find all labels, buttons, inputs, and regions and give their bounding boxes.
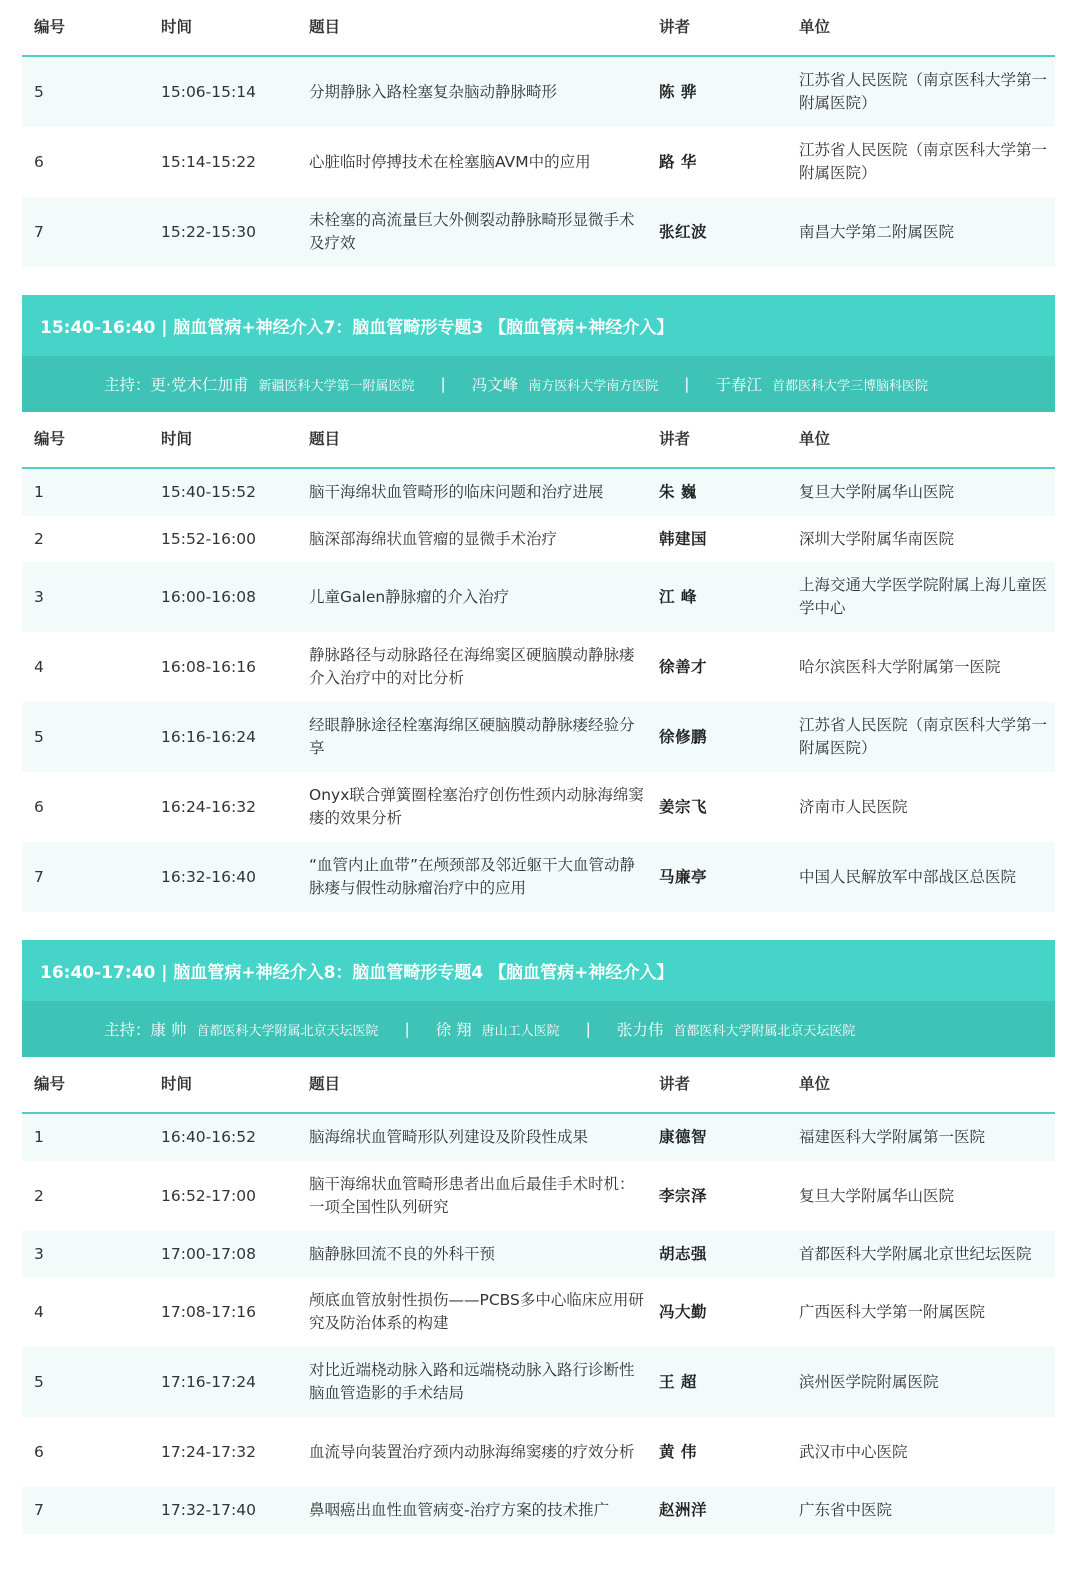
cell-unit: 复旦大学附属华山医院 — [799, 1186, 955, 1205]
cell-unit: 济南市人民医院 — [799, 797, 908, 816]
cell-no: 2 — [34, 1186, 44, 1205]
cell-speaker: 胡志强 — [659, 1244, 708, 1263]
cell-time: 17:32-17:40 — [161, 1501, 256, 1519]
cell-topic: 脑深部海绵状血管瘤的显微手术治疗 — [309, 529, 558, 548]
table-row — [22, 562, 1055, 632]
host-institution: 首都医科大学附属北京天坛医院 — [196, 1023, 379, 1039]
cell-topic: 颅底血管放射性损伤——PCBS多中心临床应用研究及防治体系的构建 — [309, 1291, 644, 1332]
cell-unit: 武汉市中心医院 — [799, 1442, 908, 1461]
cell-unit: 广西医科大学第一附属医院 — [799, 1302, 986, 1321]
cell-unit: 首都医科大学附属北京世纪坛医院 — [799, 1244, 1032, 1263]
table-header — [22, 1057, 1055, 1114]
session-title: 16:40-17:40 | 脑血管病+神经介入8：脑血管畸形专题4 【脑血管病+神经介入】 — [22, 940, 1055, 1001]
table-row — [22, 1347, 1055, 1417]
cell-no: 5 — [34, 82, 44, 101]
header-time: 时间 — [161, 430, 193, 448]
cell-no: 4 — [34, 1302, 44, 1321]
session-2 — [22, 940, 1055, 1534]
cell-time: 17:00-17:08 — [161, 1244, 256, 1263]
table-row — [22, 1277, 1055, 1347]
cell-topic: 分期静脉入路栓塞复杂脑动静脉畸形 — [309, 82, 558, 101]
header-no: 编号 — [34, 430, 66, 448]
host-institution: 新疆医科大学第一附属医院 — [258, 378, 415, 394]
cell-unit: 滨州医学院附属医院 — [799, 1372, 939, 1391]
table-row — [22, 1487, 1055, 1534]
cell-time: 15:22-15:30 — [161, 222, 256, 241]
header-unit: 单位 — [799, 1075, 831, 1093]
cell-speaker: 姜宗飞 — [659, 797, 708, 816]
schedule-block-0 — [22, 0, 1055, 267]
cell-speaker: 徐善才 — [659, 657, 708, 676]
cell-topic: 脑干海绵状血管畸形患者出血后最佳手术时机：一项全国性队列研究 — [309, 1175, 635, 1216]
cell-no: 3 — [34, 587, 44, 606]
cell-topic: 鼻咽癌出血性血管病变-治疗方案的技术推广 — [309, 1501, 610, 1519]
cell-unit: 深圳大学附属华南医院 — [799, 529, 955, 548]
cell-topic: 儿童Galen静脉瘤的介入治疗 — [309, 587, 510, 606]
cell-time: 16:24-16:32 — [161, 797, 256, 816]
table-row — [22, 1161, 1055, 1231]
table-header — [22, 0, 1055, 57]
cell-speaker: 马廉亭 — [659, 867, 708, 886]
header-speaker: 讲者 — [659, 430, 691, 448]
session-hosts — [22, 356, 1055, 412]
host-institution: 首都医科大学三博脑科医院 — [771, 378, 928, 394]
host-institution: 南方医科大学南方医院 — [528, 378, 659, 394]
host-label: 主持： — [104, 1021, 151, 1039]
cell-speaker: 王 超 — [659, 1372, 697, 1391]
host-separator: | — [585, 1020, 591, 1038]
host-name: 康 帅 — [150, 1021, 187, 1039]
host-name: 徐 翔 — [435, 1021, 472, 1039]
header-no: 编号 — [34, 18, 66, 36]
cell-time: 17:16-17:24 — [161, 1372, 256, 1391]
cell-time: 15:06-15:14 — [161, 82, 256, 101]
cell-unit: 江苏省人民医院（南京医科大学第一附属医院） — [799, 141, 1048, 182]
header-no: 编号 — [34, 1075, 66, 1093]
cell-speaker: 朱 巍 — [659, 483, 697, 501]
table-row — [22, 197, 1055, 267]
cell-topic: 对比近端桡动脉入路和远端桡动脉入路行诊断性脑血管造影的手术结局 — [309, 1361, 635, 1402]
cell-speaker: 徐修鹏 — [659, 727, 708, 746]
cell-time: 15:52-16:00 — [161, 529, 256, 548]
cell-speaker: 冯大勤 — [659, 1302, 708, 1321]
session-hosts — [22, 1001, 1055, 1057]
table-header — [22, 412, 1055, 469]
cell-speaker: 黄 伟 — [659, 1442, 697, 1461]
cell-speaker: 韩建国 — [659, 529, 708, 548]
table-row — [22, 469, 1055, 516]
cell-time: 15:14-15:22 — [161, 152, 256, 171]
session-1 — [22, 295, 1055, 912]
host-separator: | — [684, 375, 690, 393]
cell-no: 7 — [34, 222, 44, 241]
cell-unit: 哈尔滨医科大学附属第一医院 — [799, 657, 1001, 676]
header-time: 时间 — [161, 18, 193, 36]
cell-topic: 未栓塞的高流量巨大外侧裂动静脉畸形显微手术及疗效 — [309, 211, 635, 252]
session-title: 15:40-16:40 | 脑血管病+神经介入7：脑血管畸形专题3 【脑血管病+神经介入】 — [22, 295, 1055, 356]
cell-speaker: 江 峰 — [659, 587, 697, 606]
table-row — [22, 57, 1055, 127]
cell-unit: 江苏省人民医院（南京医科大学第一附属医院） — [799, 716, 1048, 757]
host-separator: | — [404, 1020, 410, 1038]
cell-unit: 上海交通大学医学院附属上海儿童医学中心 — [799, 576, 1048, 617]
cell-no: 6 — [34, 1442, 44, 1461]
cell-speaker: 张红波 — [659, 222, 708, 241]
cell-unit: 中国人民解放军中部战区总医院 — [799, 867, 1017, 886]
header-time: 时间 — [161, 1075, 193, 1093]
header-unit: 单位 — [799, 18, 831, 36]
cell-time: 17:24-17:32 — [161, 1442, 256, 1461]
host-name: 张力伟 — [616, 1021, 664, 1039]
cell-no: 4 — [34, 657, 44, 676]
cell-speaker: 陈 骅 — [659, 82, 697, 101]
cell-speaker: 赵洲洋 — [659, 1501, 708, 1519]
cell-topic: 脑干海绵状血管畸形的临床问题和治疗进展 — [309, 483, 604, 501]
header-topic: 题目 — [309, 18, 341, 36]
cell-topic: 脑静脉回流不良的外科干预 — [309, 1244, 496, 1263]
cell-time: 16:00-16:08 — [161, 587, 256, 606]
cell-speaker: 路 华 — [659, 152, 697, 171]
table-row — [22, 772, 1055, 842]
table-row — [22, 632, 1055, 702]
cell-no: 7 — [34, 1501, 44, 1519]
cell-topic: 血流导向装置治疗颈内动脉海绵窦瘘的疗效分析 — [309, 1442, 635, 1461]
cell-speaker: 康德智 — [659, 1128, 708, 1146]
cell-no: 6 — [34, 152, 44, 171]
cell-topic: 经眼静脉途径栓塞海绵区硬脑膜动静脉瘘经验分享 — [309, 716, 635, 757]
header-speaker: 讲者 — [659, 18, 691, 36]
cell-no: 1 — [34, 483, 44, 501]
cell-time: 16:52-17:00 — [161, 1186, 256, 1205]
cell-topic: Onyx联合弹簧圈栓塞治疗创伤性颈内动脉海绵窦瘘的效果分析 — [309, 786, 644, 827]
cell-time: 16:16-16:24 — [161, 727, 256, 746]
host-name: 于春江 — [715, 376, 762, 394]
cell-no: 5 — [34, 1372, 44, 1391]
header-topic: 题目 — [309, 1075, 341, 1093]
cell-no: 7 — [34, 867, 44, 886]
header-unit: 单位 — [799, 430, 831, 448]
table-row — [22, 127, 1055, 197]
cell-unit: 南昌大学第二附属医院 — [799, 222, 955, 241]
cell-unit: 复旦大学附属华山医院 — [799, 483, 955, 501]
cell-speaker: 李宗泽 — [659, 1186, 708, 1205]
host-separator: | — [440, 375, 446, 393]
header-speaker: 讲者 — [659, 1075, 691, 1093]
cell-time: 16:32-16:40 — [161, 867, 256, 886]
cell-no: 2 — [34, 529, 44, 548]
cell-time: 16:40-16:52 — [161, 1128, 256, 1146]
cell-unit: 福建医科大学附属第一医院 — [799, 1128, 986, 1146]
host-label: 主持： — [104, 376, 151, 394]
table-row — [22, 1114, 1055, 1161]
host-name: 冯文峰 — [471, 376, 519, 394]
cell-time: 17:08-17:16 — [161, 1302, 256, 1321]
cell-time: 15:40-15:52 — [161, 483, 256, 501]
table-row — [22, 1231, 1055, 1277]
table-row — [22, 516, 1055, 562]
table-row — [22, 842, 1055, 912]
cell-topic: 静脉路径与动脉路径在海绵窦区硬脑膜动静脉瘘介入治疗中的对比分析 — [309, 646, 635, 687]
host-institution: 首都医科大学附属北京天坛医院 — [673, 1023, 856, 1039]
host-institution: 唐山工人医院 — [481, 1023, 560, 1039]
cell-topic: 脑海绵状血管畸形队列建设及阶段性成果 — [309, 1128, 589, 1146]
cell-time: 16:08-16:16 — [161, 657, 256, 676]
table-row — [22, 702, 1055, 772]
table-row — [22, 1417, 1055, 1487]
cell-no: 1 — [34, 1128, 44, 1146]
header-topic: 题目 — [309, 430, 341, 448]
cell-no: 6 — [34, 797, 44, 816]
host-name: 更·党木仁加甫 — [150, 376, 249, 394]
cell-no: 3 — [34, 1244, 44, 1263]
cell-unit: 广东省中医院 — [799, 1501, 893, 1519]
cell-topic: “血管内止血带”在颅颈部及邻近躯干大血管动静脉瘘与假性动脉瘤治疗中的应用 — [309, 856, 636, 897]
cell-unit: 江苏省人民医院（南京医科大学第一附属医院） — [799, 71, 1048, 112]
cell-topic: 心脏临时停搏技术在栓塞脑AVM中的应用 — [309, 152, 591, 171]
cell-no: 5 — [34, 727, 44, 746]
